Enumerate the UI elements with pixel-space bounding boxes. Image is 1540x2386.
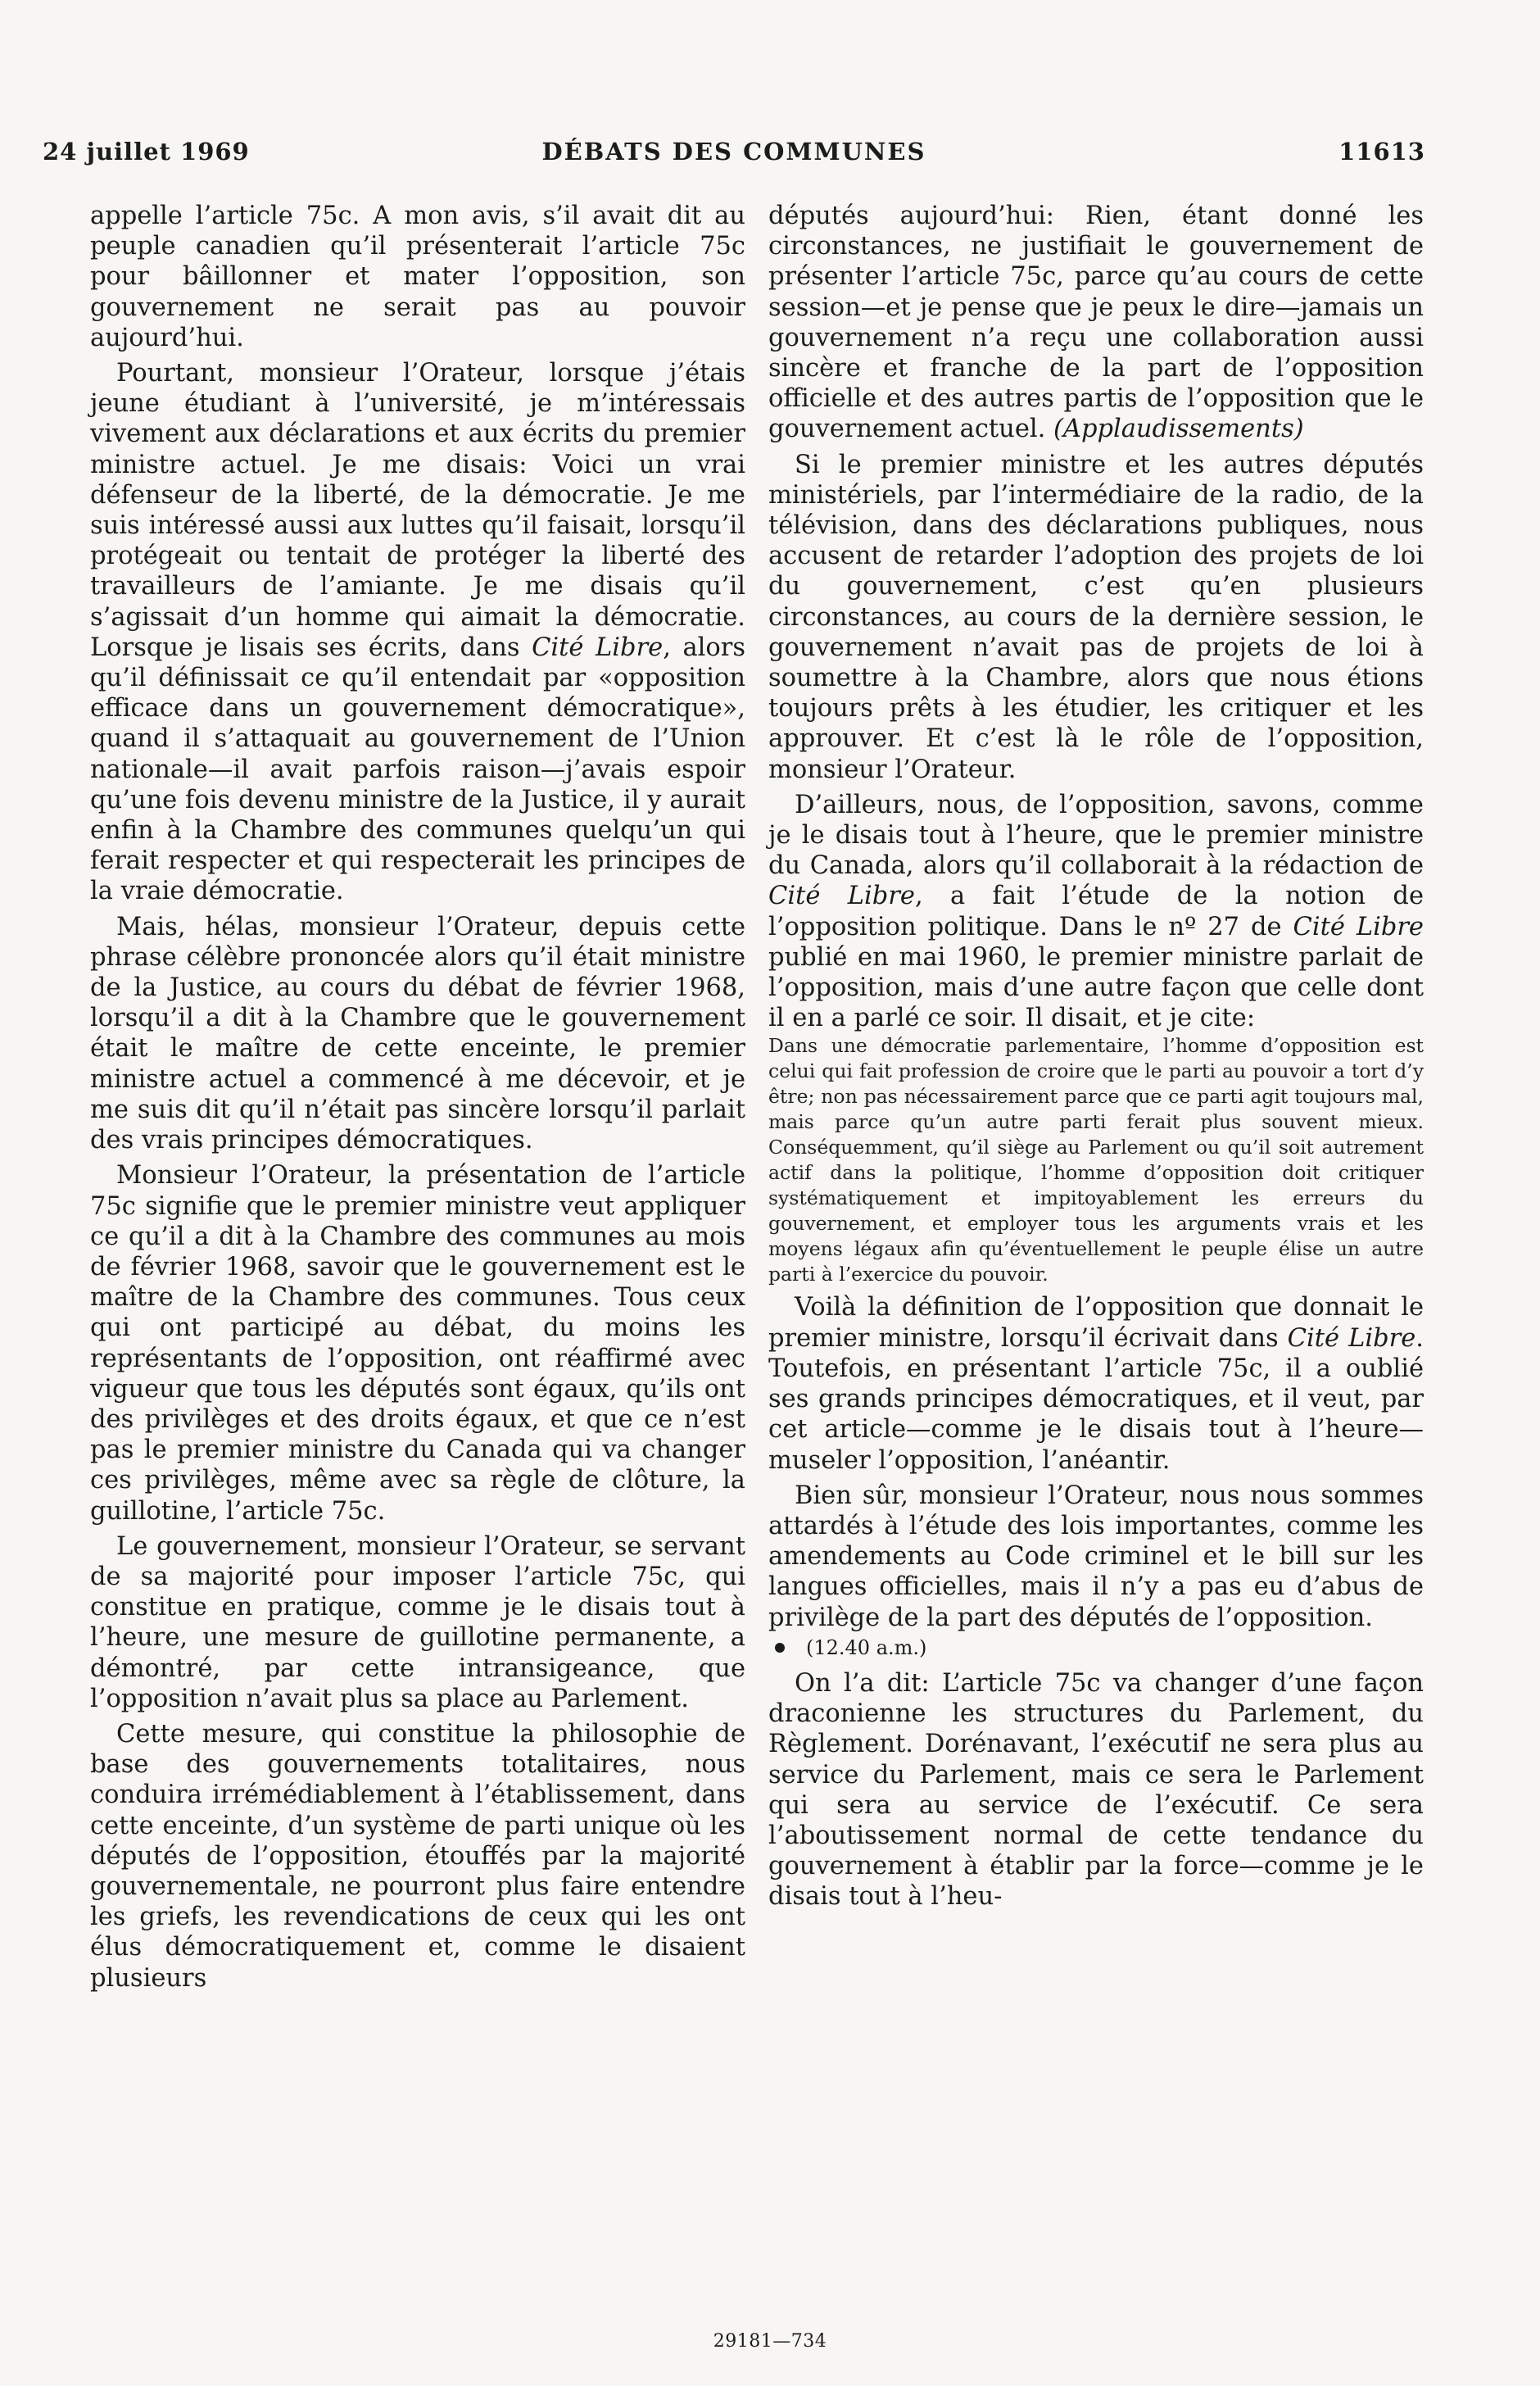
paragraph: On l’a dit: L’article 75c va changer d’une façon draconienne les structures du Parlement, du Règlement. Dorénavant, l’exécutif ne sera plus au service du Parlement, mais ce sera le Parlement qui sera au service de l’exécutif. Ce sera l’aboutissement normal de cette tendance du gouvernement à établir par la force—comme je le disais tout à l’heu- (768, 1668, 1424, 1912)
paragraph: Le gouvernement, monsieur l’Orateur, se servant de sa majorité pour imposer l’article 75c, qui constitue en pratique, comme je le disais tout à l’heure, une mesure de guillotine permanente, a démontré, par cette intransigeance, que l’opposition n’avait plus sa place au Parlement. (90, 1531, 745, 1713)
paragraph: D’ailleurs, nous, de l’opposition, savons, comme je le disais tout à l’heure, que le premier ministre du Canada, alors qu’il collaborait à la rédaction de Cité Libre, a fait l’étude de la notion de l’opposition politique. Dans le nº 27 de Cité Libre publié en mai 1960, le premier ministre parlait de l’opposition, mais d’une autre façon que celle dont il en a parlé ce soir. Il disait, et je cite: (768, 790, 1424, 1033)
paragraph: Pourtant, monsieur l’Orateur, lorsque j’étais jeune étudiant à l’université, je m’intéressais vivement aux déclarations et aux écrits du premier ministre actuel. Je me disais: Voici un vrai défenseur de la liberté, de la démocratie. Je me suis intéressé aussi aux luttes qu’il faisait, lorsqu’il protégeait ou tentait de protéger la liberté des travailleurs de l’amiante. Je me disais qu’il s’agissait d’un homme qui aimait la démocratie. Lorsque je lisais ses écrits, dans Cité Libre, alors qu’il définissait ce qu’il entendait par «opposition efficace dans un gouvernement démocratique», quand il s’attaquait au gouvernement de l’Union nationale—il avait parfois raison—j’avais espoir qu’une fois devenu ministre de la Justice, il y aurait enfin à la Chambre des communes quelqu’un qui ferait respecter et qui respecterait les principes de la vraie démocratie. (90, 359, 745, 906)
header-title: DÉBATS DES COMMUNES (541, 138, 926, 166)
publication-title: Cité Libre (768, 882, 915, 911)
header-page-number: 11613 (1338, 138, 1425, 166)
publication-title: Cité Libre (532, 633, 664, 662)
block-quote: Dans une démocratie parlementaire, l’homme d’opposition est celui qui fait profession de croire que le parti au pouvoir a tort d’y être; non pas nécessairement parce que ce parti agit toujours mal, mais parce qu’un autre parti ferait plus souvent mieux. Conséquemment, qu’il siège au Parlement ou qu’il soit autrement actif dans la politique, l’homme d’opposition doit critiquer systématiquement et impitoyablement les erreurs du gouvernement, et employer tous les arguments vrais et les moyens légaux afin qu’éventuellement le peuple élise un autre parti à l’exercice du pouvoir. (768, 1034, 1424, 1286)
paragraph: députés aujourd’hui: Rien, étant donné les circonstances, ne justifiait le gouvernement de présenter l’article 75c, parce qu’au cours de cette session—et je pense que je peux le dire—jamais un gouvernement n’a reçu une collaboration aussi sincère et franche de la part de l’opposition officielle et des autres partis de l’opposition que le gouvernement actuel. (Applaudissements) (768, 202, 1424, 444)
paragraph: Si le premier ministre et les autres députés ministériels, par l’intermédiaire de la radio, de la télévision, dans des déclarations publiques, nous accusent de retarder l’adoption des projets de loi du gouvernement, c’est qu’en plusieurs circonstances, au cours de la dernière session, le gouvernement n’avait pas de projets de loi à soumettre à la Chambre, alors que nous étions toujours prêts à les étudier, les critiquer et les approuver. Et c’est là le rôle de l’opposition, monsieur l’Orateur. (768, 450, 1424, 784)
bullet-icon (775, 1643, 785, 1653)
right-column (768, 201, 1424, 1912)
paragraph: appelle l’article 75c. A mon avis, s’il avait dit au peuple canadien qu’il présenterait l’article 75c pour bâillonner et mater l’opposition, son gouvernement ne serait pas au pouvoir aujourd’hui. (90, 202, 745, 352)
paragraph: Bien sûr, monsieur l’Orateur, nous nous sommes attardés à l’étude des lois importantes, comme les amendements au Code criminel et le bill sur les langues officielles, mais il n’y a pas eu d’abus de privilège de la part des députés de l’opposition. (768, 1481, 1424, 1632)
left-column (90, 201, 745, 1994)
paragraph: Monsieur l’Orateur, la présentation de l’article 75c signifie que le premier ministre veut appliquer ce qu’il a dit à la Chambre des communes au mois de février 1968, savoir que le gouvernement est le maître de la Chambre des communes. Tous ceux qui ont participé au débat, du moins les représentants de l’opposition, ont réaffirmé avec vigueur que tous les députés sont égaux, qu’ils ont des privilèges et des droits égaux, et que ce n’est pas le premier ministre du Canada qui va changer ces privilèges, même avec sa règle de clôture, la guillotine, l’article 75c. (90, 1161, 745, 1526)
publication-title: Cité Libre (1287, 1323, 1416, 1353)
header-date: 24 juillet 1969 (43, 138, 250, 166)
applause-note: (Applaudissements) (1053, 415, 1304, 444)
paragraph: Mais, hélas, monsieur l’Orateur, depuis cette phrase célèbre prononcée alors qu’il était ministre de la Justice, au cours du débat de février 1968, lorsqu’il a dit à la Chambre que le gouvernement était le maître de cette enceinte, le premier ministre actuel a commencé à me décevoir, et je me suis dit qu’il n’était pas sincère lorsqu’il parlait des vrais principes démocratiques. (90, 912, 745, 1155)
running-header (43, 138, 1425, 174)
paragraph: Cette mesure, qui constitue la philosophie de base des gouvernements totalitaires, nous conduira irrémédiablement à l’établissement, dans cette enceinte, d’un système de parti unique où les députés de l’opposition, étouffés par la majorité gouvernementale, ne pourront plus faire entendre les griefs, les revendications de ceux qui les ont élus démocratiquement et, comme le disaient plusieurs (90, 1719, 745, 1993)
paragraph: Voilà la définition de l’opposition que donnait le premier ministre, lorsqu’il écrivait dans Cité Libre. Toutefois, en présentant l’article 75c, il a oublié ses grands principes démocratiques, et il veut, par cet article—comme je le disais tout à l’heure—museler l’opposition, l’anéantir. (768, 1293, 1424, 1475)
time-marker: (12.40 a.m.) (768, 1633, 1424, 1663)
footer-code: 29181—734 (713, 2331, 827, 2352)
publication-title: Cité Libre (1293, 912, 1424, 941)
